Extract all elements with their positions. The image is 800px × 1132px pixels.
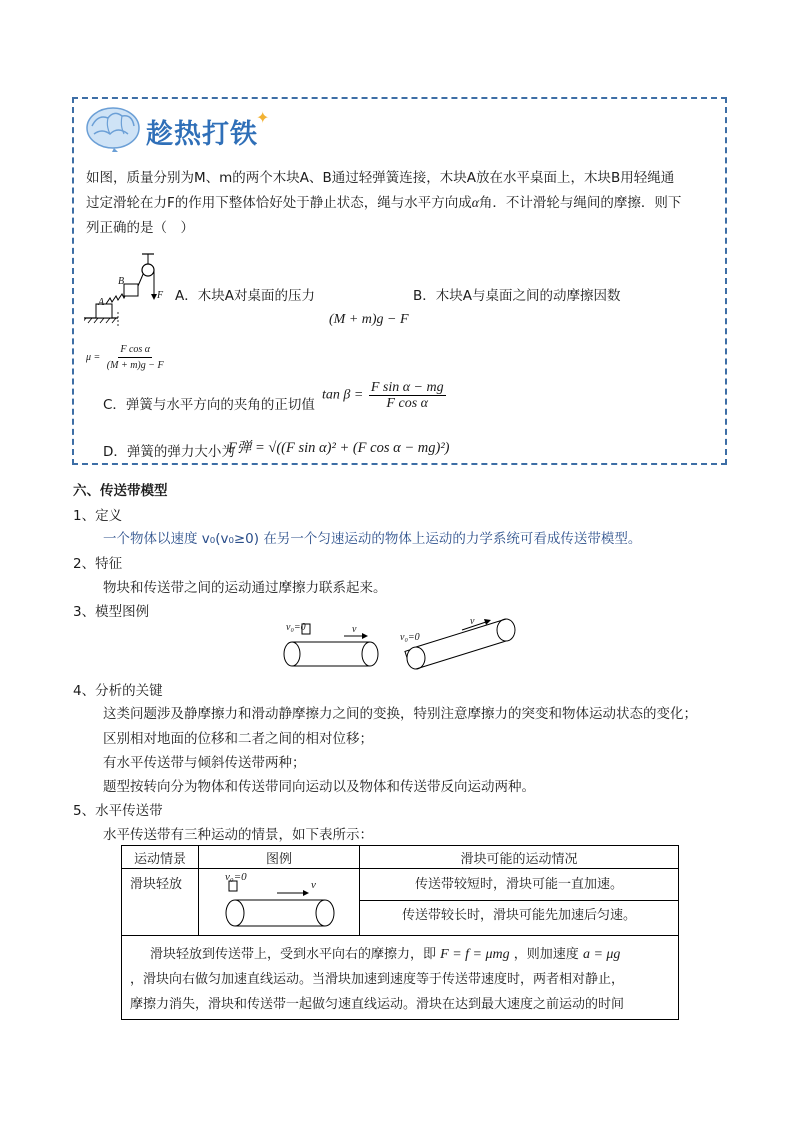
analysis-text-4: 题型按转向分为物体和传送带同向运动以及物体和传送带反向运动两种。	[103, 779, 535, 795]
fig1-v0-label: v₀=0	[286, 622, 306, 633]
section-title: 六、传送带模型	[73, 483, 168, 499]
table-row	[122, 936, 679, 1020]
spring-pulley-figure	[84, 252, 164, 336]
figure-cell	[199, 869, 360, 936]
table-fig-v0-label: v₀=0	[225, 871, 247, 883]
option-b-text: B．木块A与桌面之间的动摩擦因数	[413, 288, 621, 304]
table-header: 滑块可能的运动情况	[360, 846, 679, 869]
analysis-text-1: 这类问题涉及静摩擦力和滑动静摩擦力之间的变换，特别注意摩擦力的突变和物体运动状态的变化；	[103, 706, 697, 722]
horizontal-belt-intro: 水平传送带有三种运动的情景，如下表所示：	[103, 827, 373, 843]
description-line-1: 滑块轻放到传送带上，受到水平向右的摩擦力，即 F = f = μmg ，则加速度 a = μg	[150, 947, 621, 962]
fig1-v-label: v	[352, 624, 357, 635]
option-a-formula: (M + m)g − F	[329, 312, 409, 327]
option-c-formula: tan β = $\frac{\text{F sin α − mg}}{\text{F cos α}}$	[322, 380, 444, 411]
table-belt-figure	[199, 869, 359, 935]
table-header: 图例	[199, 846, 360, 869]
option-d-text: D．弹簧的弹力大小为	[103, 444, 235, 460]
question-line-1: 如图，质量分别为M、m的两个木块A、B通过轻弹簧连接，木块A放在水平桌面上，木块B用轻绳通	[86, 170, 675, 186]
option-c-text: C．弹簧与水平方向的夹角的正切值	[103, 397, 315, 413]
heading-definition: 1、定义	[73, 508, 123, 524]
table-row	[122, 869, 679, 936]
belt-scenario-table	[121, 845, 679, 1020]
table-header: 运动情景	[122, 846, 199, 869]
heading-feature: 2、特征	[73, 556, 123, 572]
description-line-3: 摩擦力消失，滑块和传送带一起做匀速直线运动。滑块在达到最大速度之前运动的时间	[130, 997, 625, 1012]
case-short: 传送带较短时，滑块可能一直加速。	[360, 869, 678, 901]
question-line-3: 列正确的是（ ）	[86, 220, 194, 236]
figure-label-b: B	[118, 276, 125, 287]
analysis-text-2: 区别相对地面的位移和二者之间的相对位移；	[103, 731, 373, 747]
table-fig-v-label: v	[311, 879, 316, 891]
heading-diagram: 3、模型图例	[73, 604, 150, 620]
fig2-v0-label: v₀=0	[400, 632, 420, 643]
description-line-2: ，滑块向右做匀加速直线运动。当滑块加速到速度等于传送带速度时，两者相对静止，	[130, 972, 625, 987]
option-d-formula: F弹 = √((F sin α)² + (F cos α − mg)²)	[228, 440, 450, 456]
logo-text: 趁热打铁	[146, 119, 258, 150]
option-b-formula: μ = $\frac{\text{F cos α}}{(M + m)g - F}$	[86, 344, 164, 371]
option-a-text: A．木块A对桌面的压力	[175, 288, 315, 304]
brain-icon	[84, 104, 142, 158]
cases-cell	[360, 869, 679, 936]
feature-text: 物块和传送带之间的运动通过摩擦力联系起来。	[103, 580, 387, 596]
inclined-belt-figure	[398, 616, 520, 676]
description-cell	[122, 936, 679, 1020]
analysis-text-3: 有水平传送带与倾斜传送带两种；	[103, 755, 306, 771]
fig2-v-label: v	[470, 616, 475, 627]
case-long: 传送带较长时，滑块可能先加速后匀速。	[401, 908, 636, 923]
heading-horizontal-belt: 5、水平传送带	[73, 803, 163, 819]
definition-text: 一个物体以速度 v₀(v₀≥0) 在另一个匀速运动的物体上运动的力学系统可看成传送带模型。	[103, 531, 642, 547]
sparkle-icon: ✦	[256, 108, 270, 127]
figure-label-f: F	[157, 290, 164, 301]
heading-analysis: 4、分析的关键	[73, 683, 163, 699]
question-line-2: 过定滑轮在力F的作用下整体恰好处于静止状态，绳与水平方向成α角．不计滑轮与绳间的摩擦．则下	[86, 195, 682, 211]
table-header-row	[122, 846, 679, 869]
figure-label-a: A	[98, 297, 105, 308]
scene-cell: 滑块轻放	[122, 869, 199, 936]
